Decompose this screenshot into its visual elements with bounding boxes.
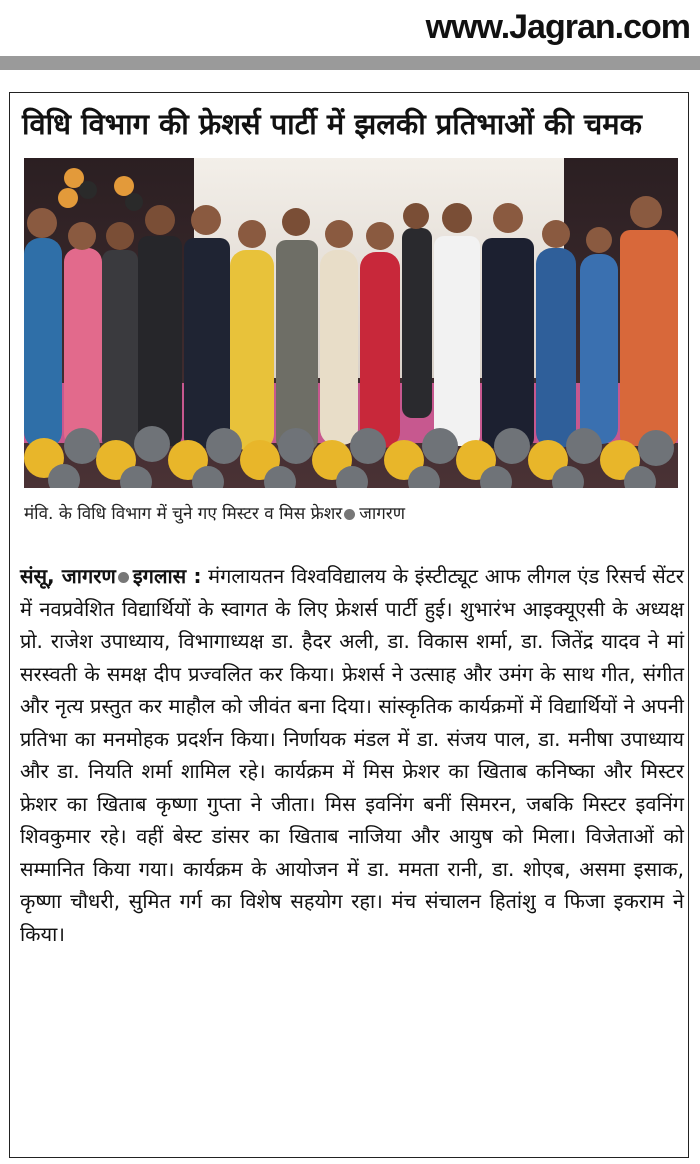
- body-text: मंगलायतन विश्वविद्यालय के इंस्टीट्यूट आफ लीगल एंड रिसर्च सेंटर में नवप्रवेशित विद्यार्थियों के स्वागत के लिए फ्रेशर्स पार्टी हुई। शुभारंभ आइक्यूएसी के अध्यक्ष प्रो. राजेश उपाध्याय, विभागाध्यक्ष डा. हैदर अली, डा. विकास शर्मा, डा. जितेंद्र यादव ने मां सरस्वती के समक्ष दीप प्रज्वलित कर किया। फ्रेशर्स ने उत्साह और उमंग के साथ गीत, संगीत और नृत्य प्रस्तुत कर माहौल को जीवंत बना दिया। सांस्कृतिक कार्यक्रमों में विद्यार्थियों ने अपनी प्रतिभा का मनमोहक प्रदर्शन किया। निर्णायक मंडल में डा. संजय पाल, डा. मनीषा उपाध्याय और डा. नियति शर्मा शामिल रहे। कार्यक्रम में मिस फ्रेशर का खिताब कनिष्का और मिस्टर फ्रेशर का खिताब कृष्णा गुप्ता ने जीता। मिस इवनिंग बनीं सिमरन, जबकि मिस्टर इवनिंग शिवकुमार रहे। वहीं बेस्ट डांसर का खिताब नाजिया और आयुष को मिला। विजेताओं को सम्मानित किया गया। कार्यक्रम के आयोजन में डा. ममता रानी, डा. शोएब, असमा इसाक, कृष्णा चौधरी, सुमित गर्ग का विशेष सहयोग रहा। मंच संचालन हितांशु व फिजा इकराम ने किया।: [20, 564, 684, 946]
- bullet-dot-icon: [118, 572, 129, 583]
- headline: विधि विभाग की फ्रेशर्स पार्टी में झलकी प्रतिभाओं की चमक: [22, 107, 642, 141]
- photo-credit: जागरण: [359, 504, 406, 524]
- header-rule: [0, 56, 700, 70]
- byline: संसू, जागरण: [20, 564, 116, 588]
- site-url: www.Jagran.com: [425, 8, 690, 46]
- event-photo: [24, 158, 678, 488]
- article-body: [20, 560, 684, 950]
- dateline: इगलास :: [132, 564, 202, 588]
- photo-caption-line: [24, 502, 678, 526]
- photo-caption: मंवि. के विधि विभाग में चुने गए मिस्टर व मिस फ्रेशर: [24, 504, 343, 524]
- bullet-dot-icon: [344, 509, 355, 520]
